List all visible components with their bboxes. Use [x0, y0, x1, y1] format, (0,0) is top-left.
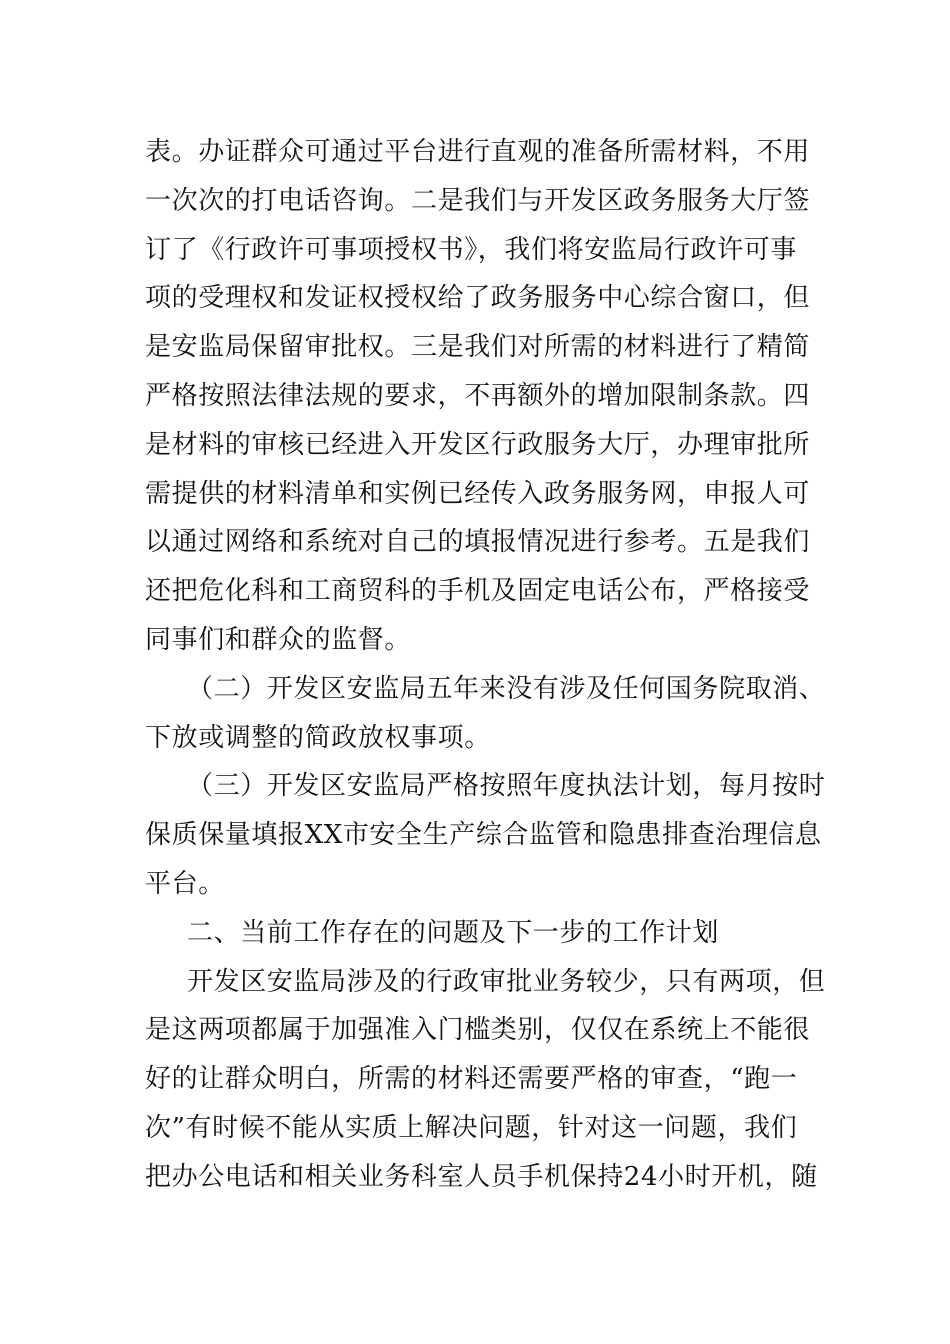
document-body: [145, 128, 826, 1202]
paragraph-problems-line-4: 次”有时候不能从实质上解决问题，针对这一问题，我们: [145, 1112, 798, 1143]
text-line-5: 是安监局保留审批权。三是我们对所需的材料进行了精简: [145, 332, 811, 363]
text-line-7: 是材料的审核已经进入开发区行政服务大厅，办理审批所: [145, 429, 811, 460]
paragraph-problems-line-5: 把办公电话和相关业务科室人员手机保持24小时开机，随: [145, 1161, 818, 1192]
paragraph-item-three-line-1: （三）开发区安监局严格按照年度执法计划，每月按时: [187, 771, 826, 802]
text-line-2: 一次次的打电话咨询。二是我们与开发区政务服务大厅签: [145, 185, 811, 216]
paragraph-problems-line-1: 开发区安监局涉及的行政审批业务较少，只有两项，但: [187, 966, 826, 997]
text-line-4: 项的受理权和发证权授权给了政务服务中心综合窗口，但: [145, 283, 811, 314]
paragraph-problems-line-3: 好的让群众明白，所需的材料还需要严格的审查，“跑一: [145, 1064, 798, 1095]
paragraph-item-three-line-3: 平台。: [145, 868, 225, 899]
text-line-8: 需提供的材料清单和实例已经传入政务服务网，申报人可: [145, 478, 811, 509]
text-line-6: 严格按照法律法规的要求，不再额外的增加限制条款。四: [145, 380, 811, 411]
section-heading: 二、当前工作存在的问题及下一步的工作计划: [187, 917, 720, 948]
text-line-1: 表。办证群众可通过平台进行直观的准备所需材料，不用: [145, 137, 811, 167]
paragraph-problems-line-2: 是这两项都属于加强准入门槛类别，仅仅在系统上不能很: [145, 1015, 811, 1046]
text-line-9: 以通过网络和系统对自己的填报情况进行参考。五是我们: [145, 527, 811, 558]
paragraph-item-two-line-1: （二）开发区安监局五年来没有涉及任何国务院取消、: [187, 673, 826, 704]
text-line-10: 还把危化科和工商贸科的手机及固定电话公布，严格接受: [145, 576, 811, 607]
paragraph-item-two-line-2: 下放或调整的简政放权事项。: [145, 722, 491, 753]
text-line-11: 同事们和群众的监督。: [145, 624, 412, 655]
text-line-3: 订了《行政许可事项授权书》，我们将安监局行政许可事: [145, 234, 798, 265]
paragraph-item-three-line-2: 保质保量填报XX市安全生产综合监管和隐患排查治理信息: [145, 820, 822, 851]
